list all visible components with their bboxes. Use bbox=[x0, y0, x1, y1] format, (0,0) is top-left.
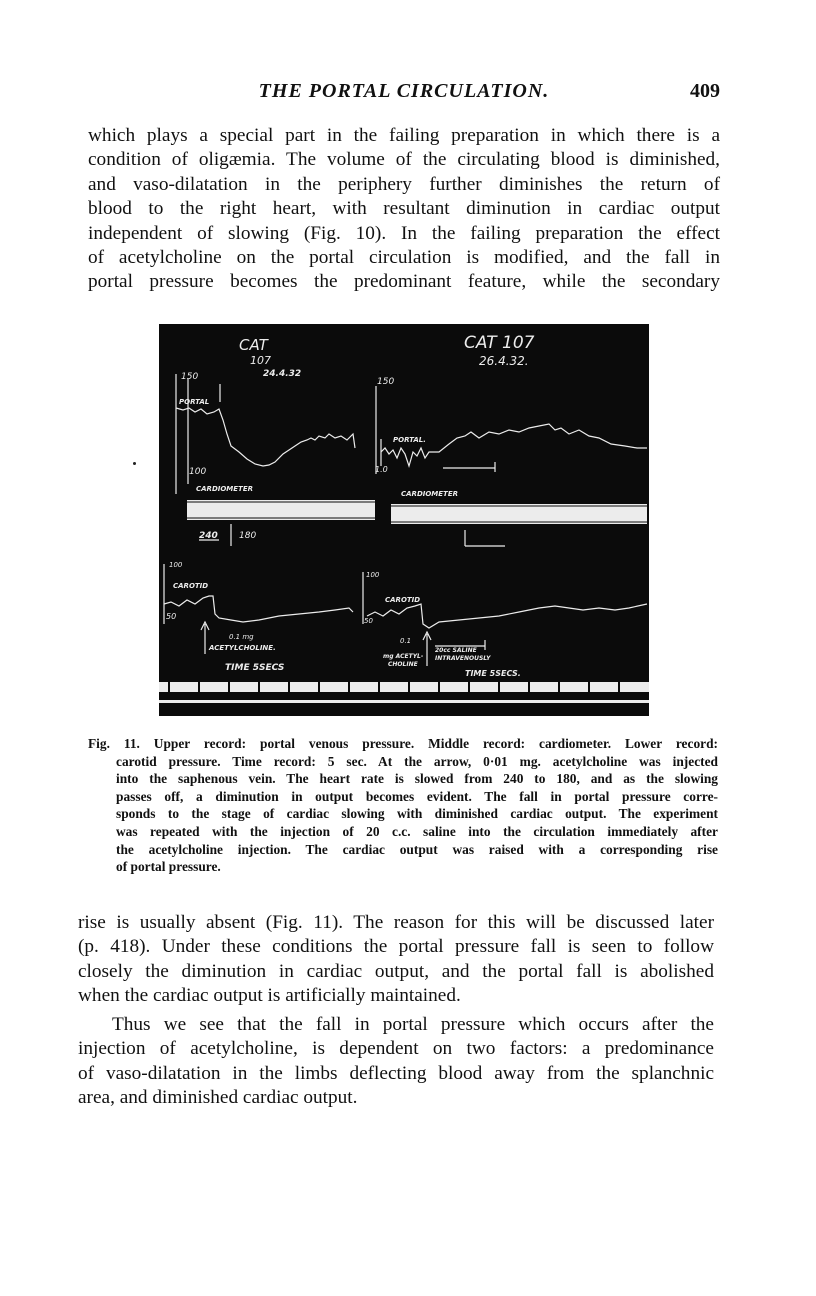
right-injection-label-2: CHOLINE bbox=[388, 661, 418, 668]
right-injection-label-1: mg ACETYL- bbox=[383, 653, 424, 660]
paragraph-bottom bbox=[78, 911, 714, 1009]
right-saline-label-2: INTRAVENOUSLY bbox=[435, 655, 491, 662]
kymograph-tracings bbox=[159, 324, 649, 716]
paragraph-top bbox=[88, 124, 720, 295]
caption-line: carotid pressure. Time record: 5 sec. At the arrow, 0·01 mg. acetylcholine was injected bbox=[116, 753, 718, 769]
time-record-band bbox=[159, 682, 649, 692]
text-line: when the cardiac output is artificially maintained. bbox=[78, 985, 461, 1007]
left-carotid-trace bbox=[164, 596, 353, 622]
right-carotid-trace bbox=[367, 604, 647, 628]
left-injection-label: ACETYLCHOLINE. bbox=[209, 644, 276, 652]
figure-caption bbox=[88, 735, 718, 876]
running-title: THE PORTAL CIRCULATION. bbox=[258, 80, 550, 102]
left-carotid-label: CAROTID bbox=[173, 582, 209, 590]
right-cardiometer-marker bbox=[465, 530, 505, 546]
right-portal-label: PORTAL. bbox=[393, 436, 426, 444]
text-line: closely the diminution in cardiac output, and the portal fall is abolished bbox=[78, 960, 714, 982]
right-time-label: TIME 5SECS. bbox=[465, 669, 521, 678]
page-header bbox=[88, 80, 720, 110]
text-line: of acetylcholine on the portal circulation is modified, and the fall in bbox=[88, 247, 720, 269]
left-title: CAT bbox=[239, 336, 268, 354]
caption-line: into the saphenous vein. The heart rate is slowed from 240 to 180, and as the slowing bbox=[116, 771, 718, 787]
right-cardiometer-label: CARDIOMETER bbox=[401, 490, 459, 498]
text-line: condition of oligæmia. The volume of the circulating blood is diminished, bbox=[88, 149, 720, 171]
right-carotid-label: CAROTID bbox=[385, 596, 421, 604]
text-line: which plays a special part in the failing preparation in which there is a bbox=[88, 125, 720, 146]
text-line: injection of acetylcholine, is dependent on two factors: a predominance bbox=[78, 1038, 714, 1060]
left-portal-trace bbox=[176, 408, 355, 466]
left-date: 24.4.32 bbox=[263, 369, 302, 379]
left-injection-dose: 0.1 mg bbox=[229, 633, 254, 641]
text-line: and vaso-dilatation in the periphery further diminishes the return of bbox=[88, 173, 720, 195]
caption-line: the acetylcholine injection. The cardiac output was raised with a corresponding rise bbox=[116, 841, 718, 857]
left-carotid-top: 100 bbox=[169, 561, 183, 569]
right-injection-dose: 0.1 bbox=[400, 637, 412, 645]
left-cardiometer-band bbox=[187, 500, 375, 520]
text-line: blood to the right heart, with resultant diminution in cardiac output bbox=[88, 198, 720, 220]
right-date: 26.4.32. bbox=[479, 354, 529, 368]
caption-line: Fig. 11. Upper record: portal venous pressure. Middle record: cardiometer. Lower record: bbox=[88, 736, 718, 751]
left-carotid-bottom: 50 bbox=[166, 612, 177, 621]
left-number: 107 bbox=[250, 354, 271, 367]
caption-line: of portal pressure. bbox=[116, 859, 221, 875]
text-line: area, and diminished cardiac output. bbox=[78, 1087, 358, 1109]
text-line: portal pressure becomes the predominant feature, while the secondary bbox=[88, 271, 720, 293]
right-scale-top: 150 bbox=[377, 377, 395, 387]
text-line: of vaso-dilatation in the limbs deflecting blood away from the splanchnic bbox=[78, 1062, 714, 1084]
right-carotid-top: 100 bbox=[366, 571, 380, 579]
left-rate-after: 180 bbox=[239, 531, 257, 541]
text-line: rise is usually absent (Fig. 11). The reason for this will be discussed later bbox=[78, 912, 714, 933]
right-title: CAT 107 bbox=[464, 333, 535, 353]
right-portal-trace bbox=[381, 424, 647, 466]
left-rate-before: 240 bbox=[199, 531, 218, 541]
right-carotid-bottom: 50 bbox=[364, 617, 373, 625]
right-cardiometer-band bbox=[391, 504, 647, 524]
caption-line: passes off, a diminution in output becomes evident. The fall in portal pressure corre- bbox=[116, 788, 718, 804]
caption-line: was repeated with the injection of 20 c.c. saline into the circulation immediately after bbox=[116, 823, 718, 839]
paragraph-final bbox=[78, 1013, 714, 1111]
text-line: independent of slowing (Fig. 10). In the failing preparation the effect bbox=[88, 222, 720, 244]
left-cardiometer-label: CARDIOMETER bbox=[196, 485, 254, 493]
right-saline-label-1: 20cc SALINE bbox=[435, 647, 477, 654]
left-scale-top: 150 bbox=[181, 372, 199, 382]
text-line: Thus we see that the fall in portal pressure which occurs after the bbox=[112, 1014, 714, 1035]
left-time-label: TIME 5SECS bbox=[225, 663, 285, 673]
kymograph-figure bbox=[159, 324, 649, 716]
print-speck bbox=[133, 462, 136, 465]
text-line: (p. 418). Under these conditions the portal pressure fall is seen to follow bbox=[78, 936, 714, 958]
time-baseline bbox=[159, 700, 649, 703]
right-scale-bottom: 1.0 bbox=[375, 465, 388, 474]
left-portal-label: PORTAL bbox=[179, 398, 210, 406]
left-scale-bottom: 100 bbox=[189, 467, 207, 477]
caption-line: sponds to the stage of cardiac slowing with diminished cardiac output. The experiment bbox=[116, 806, 718, 822]
page-number: 409 bbox=[690, 80, 720, 102]
